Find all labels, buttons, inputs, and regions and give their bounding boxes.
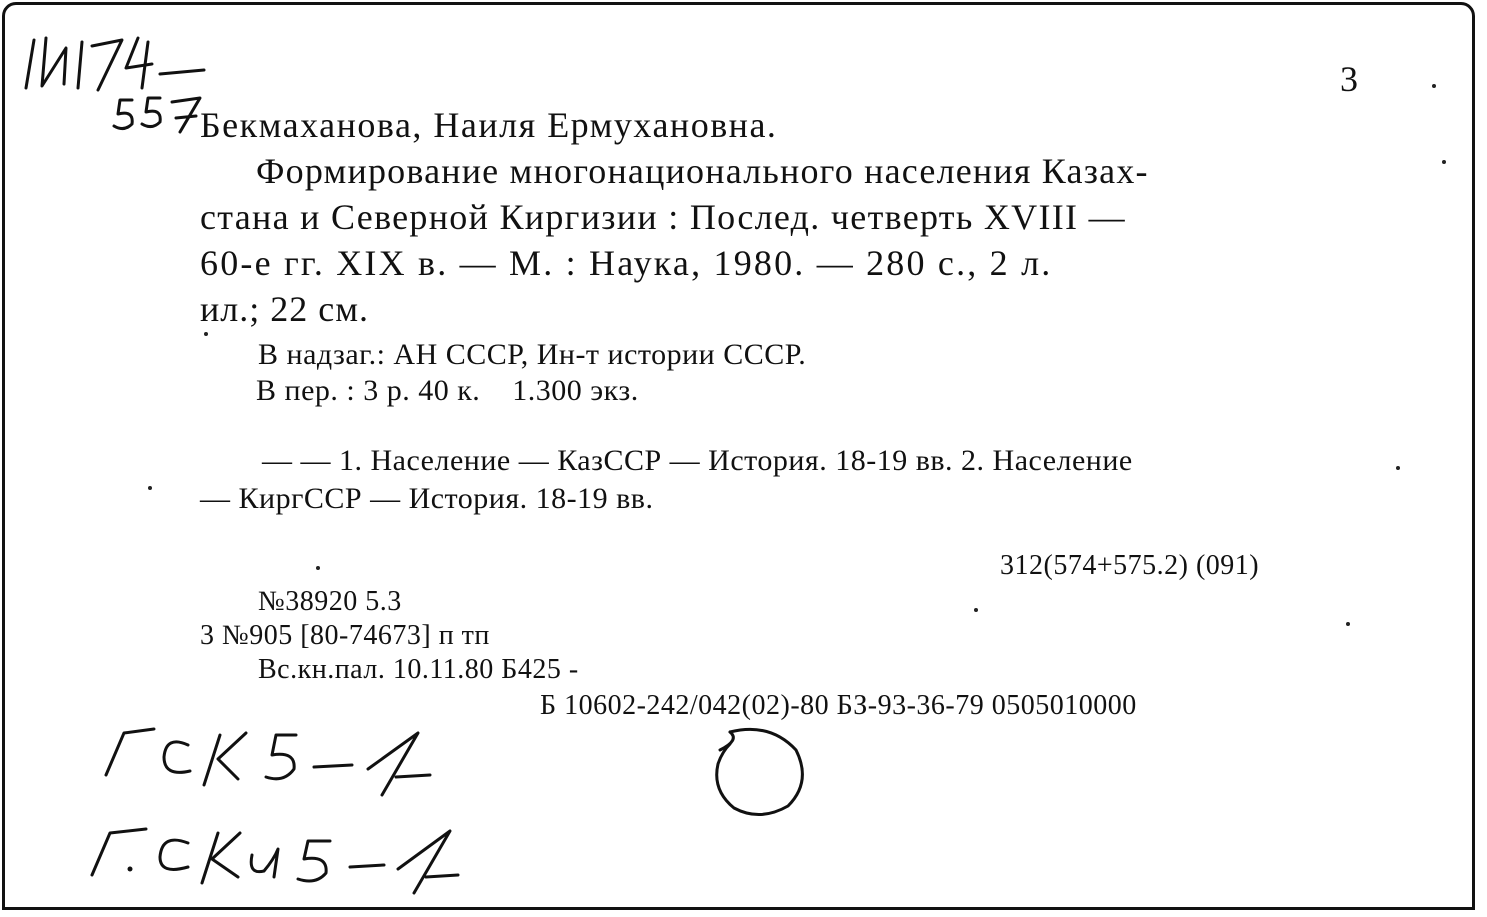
title-line-1: Формирование многонационального населения Казах- [256,151,1149,191]
title-line-4: ил.; 22 см. [200,289,369,329]
order-number: №38920 5.3 [258,586,402,617]
subject-line-1: — — 1. Население — КазССР — История. 18-19 вв. 2. Население [262,444,1133,477]
classification-index: 312(574+575.2) (091) [1000,550,1260,581]
author-heading: Бекмаханова, Наиля Ермухановна. [200,105,778,145]
speck [1442,160,1446,164]
title-line-3: 60-е гг. XIX в. — М. : Наука, 1980. — 280 с., 2 л. [200,243,1053,283]
speck [1396,466,1400,470]
record-line-1: 3 №905 [80-74673] п тп [200,620,490,651]
speck [148,486,152,490]
card-number: 3 [1340,59,1358,99]
handwritten-note-1 [100,725,460,805]
record-line-2: Вс.кн.пал. 10.11.80 Б425 - [258,654,579,685]
title-line-2: стана и Северной Киргизии : Послед. четверть XVIII — [200,197,1126,237]
note-heading-line: В надзаг.: АН СССР, Ин-т истории СССР. [258,338,807,371]
handwritten-shelf-mark [20,28,230,138]
isbn-line: Б 10602-242/042(02)-80 БЗ-93-36-79 0505010000 [540,690,1137,721]
handwritten-note-2 [88,815,488,895]
speck [316,566,320,570]
note-price-line: В пер. : 3 р. 40 к. 1.300 экз. [256,374,639,407]
subject-line-2: — КиргССР — История. 18-19 вв. [200,482,654,515]
speck [1432,84,1436,88]
speck [1346,622,1350,626]
speck [974,608,978,612]
handwritten-circle [700,720,820,830]
speck [204,332,208,336]
